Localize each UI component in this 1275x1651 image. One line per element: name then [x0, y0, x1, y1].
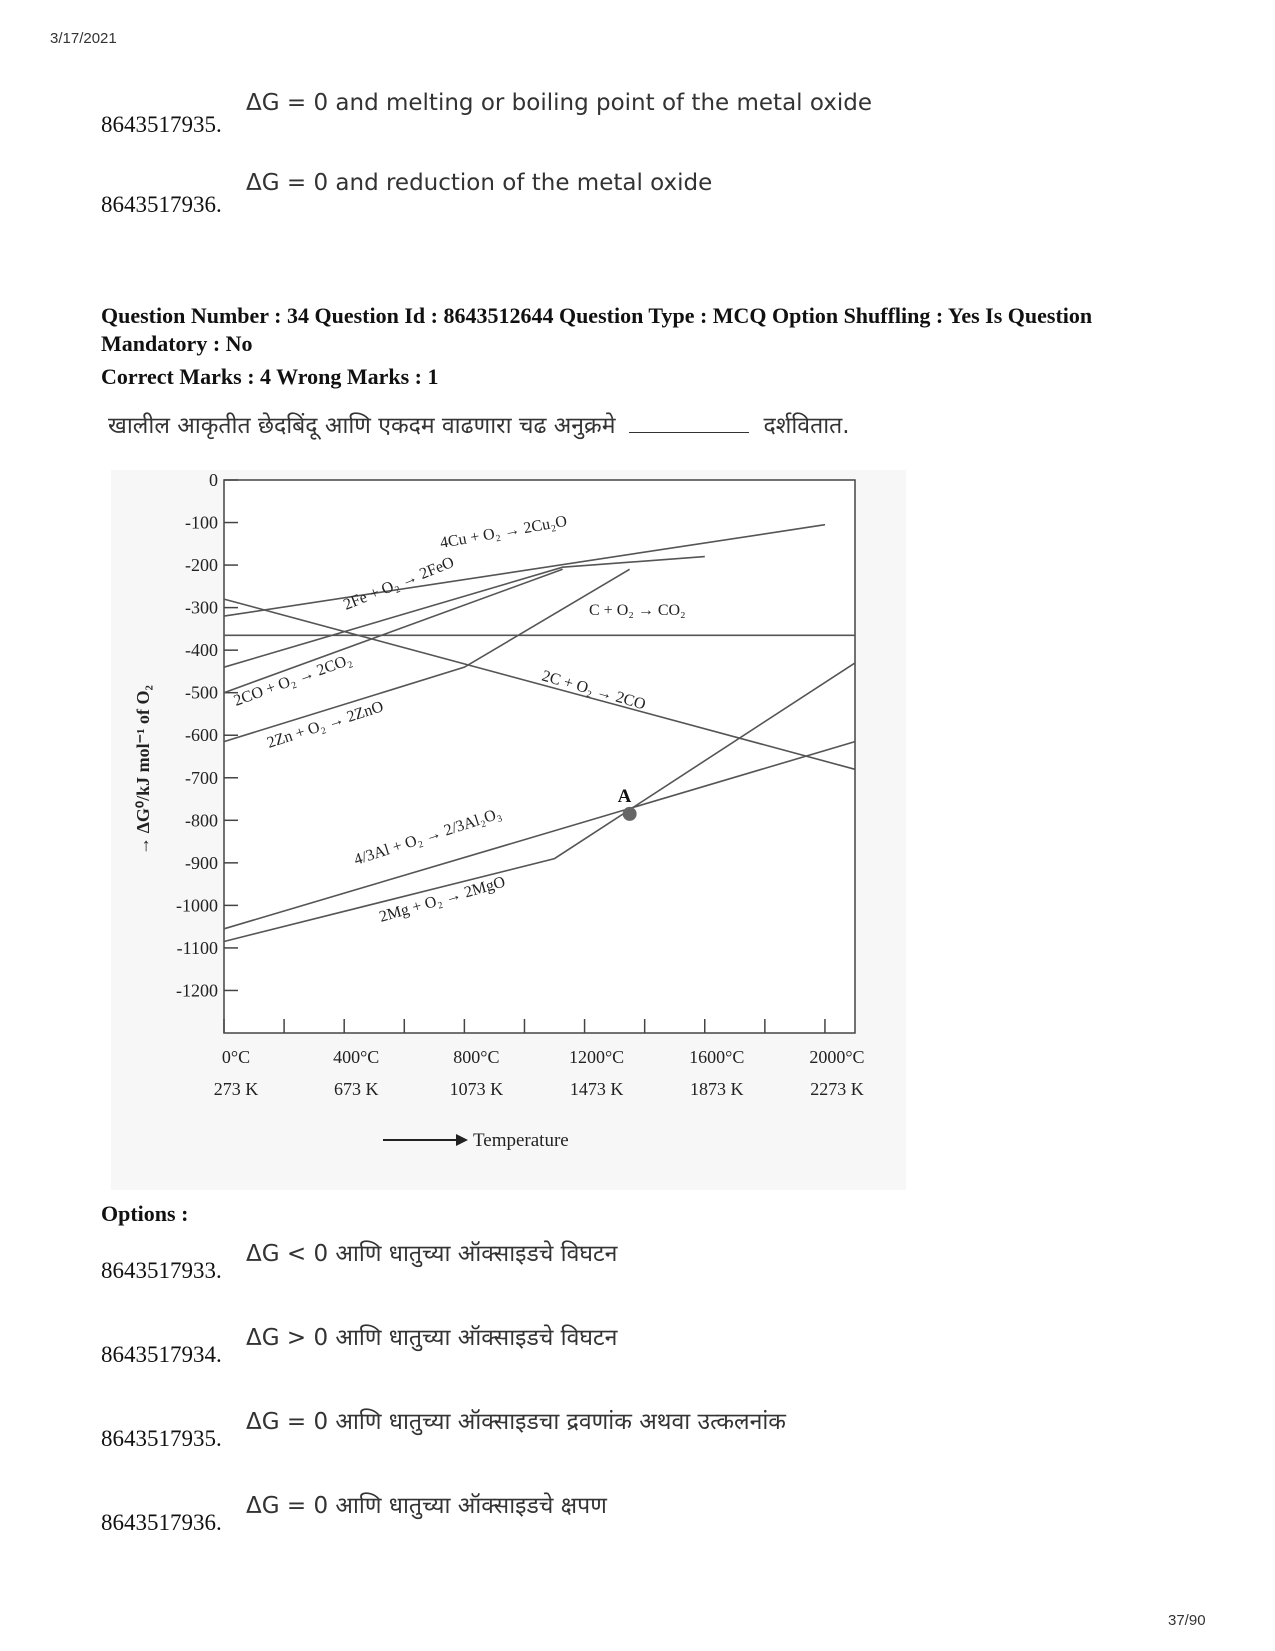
answer-blank	[629, 432, 749, 433]
y-tick-label: -200	[185, 555, 218, 576]
x-tick-label-celsius: 400°C	[333, 1047, 380, 1067]
option-id: 8643517936.	[101, 192, 222, 217]
x-tick-label-kelvin: 1473 K	[569, 1079, 624, 1099]
series-label: 2CO + O₂ → 2CO₂	[231, 651, 355, 710]
y-tick-label: -1000	[176, 895, 218, 916]
option-text: ΔG = 0 आणि धातुच्या ऑक्साइडचा द्रवणांक अथवा उत्कलनांक	[246, 1409, 786, 1435]
options-label: Options :	[101, 1201, 189, 1226]
x-axis-arrowhead	[456, 1134, 468, 1146]
x-tick-label-celsius: 0°C	[221, 1047, 251, 1067]
x-tick-label-kelvin: 273 K	[213, 1079, 259, 1099]
series-label: 4Cu + O₂ → 2Cu₂O	[438, 512, 569, 552]
question-header: Question Number : 34 Question Id : 8643512644 Question Type : MCQ Option Shuffling : Yes Is Question Mandatory : No	[101, 303, 1093, 356]
question-text	[108, 408, 850, 440]
ellingham-diagram	[111, 470, 906, 1190]
y-tick-label: -1100	[176, 937, 218, 958]
question-marks: Correct Marks : 4 Wrong Marks : 1	[101, 364, 439, 389]
x-axis-label: Temperature	[473, 1130, 569, 1151]
y-tick-label: -500	[185, 682, 218, 703]
x-tick-label-kelvin: 2273 K	[810, 1079, 864, 1099]
option-text: ΔG = 0 and melting or boiling point of the metal oxide	[246, 90, 872, 116]
x-tick-label-celsius: 2000°C	[809, 1047, 865, 1067]
y-tick-label: -400	[185, 640, 218, 661]
option-text: ΔG = 0 and reduction of the metal oxide	[246, 170, 713, 196]
y-tick-label: 0	[209, 470, 218, 490]
series-label: 2C + O₂ → 2CO	[539, 667, 648, 714]
option-id: 8643517933.	[101, 1258, 222, 1283]
x-tick-label-kelvin: 1073 K	[449, 1079, 504, 1099]
question-text-after: दर्शवितात.	[763, 413, 850, 439]
series-label: 2Zn + O₂ → 2ZnO	[264, 698, 386, 752]
option-id: 8643517935.	[101, 1426, 222, 1451]
intersection-point-label: A	[617, 785, 632, 807]
option-id: 8643517936.	[101, 1510, 222, 1535]
chart-svg	[111, 470, 906, 1190]
option-id: 8643517935.	[101, 112, 222, 137]
option-text: ΔG > 0 आणि धातुच्या ऑक्साइडचे विघटन	[246, 1325, 618, 1351]
series-label: C + O₂ → CO₂	[589, 602, 686, 619]
series-label: 2Mg + O₂ → 2MgO	[377, 873, 508, 926]
plot-area	[224, 480, 855, 1033]
intersection-point-marker	[623, 807, 637, 821]
page-number: 37/90	[1168, 1612, 1206, 1629]
y-tick-label: -600	[185, 725, 218, 746]
series-label: 4/3Al + O₂ → 2/3Al₂O₃	[351, 805, 504, 869]
question-text-before: खालील आकृतीत छेदबिंदू आणि एकदम वाढणारा चढ अनुक्रमे	[108, 413, 616, 439]
series-label: 2Fe + O₂ → 2FeO	[341, 553, 457, 614]
x-tick-label-kelvin: 1873 K	[690, 1079, 744, 1099]
page-date: 3/17/2021	[50, 30, 117, 47]
y-tick-label: -300	[185, 597, 218, 618]
y-tick-label: -800	[185, 810, 218, 831]
x-tick-label-kelvin: 673 K	[333, 1079, 379, 1099]
y-axis-label: → ΔG⁰/kJ mol⁻¹ of O₂	[133, 685, 153, 855]
option-id: 8643517934.	[101, 1342, 222, 1367]
x-tick-label-celsius: 800°C	[453, 1047, 500, 1067]
y-tick-label: -1200	[176, 980, 218, 1001]
option-text: ΔG = 0 आणि धातुच्या ऑक्साइडचे क्षपण	[246, 1493, 607, 1519]
x-tick-label-celsius: 1600°C	[689, 1047, 745, 1067]
y-tick-label: -900	[185, 852, 218, 873]
y-tick-label: -100	[185, 512, 218, 533]
option-text: ΔG < 0 आणि धातुच्या ऑक्साइडचे विघटन	[246, 1241, 618, 1267]
y-tick-label: -700	[185, 767, 218, 788]
x-tick-label-celsius: 1200°C	[568, 1047, 625, 1067]
